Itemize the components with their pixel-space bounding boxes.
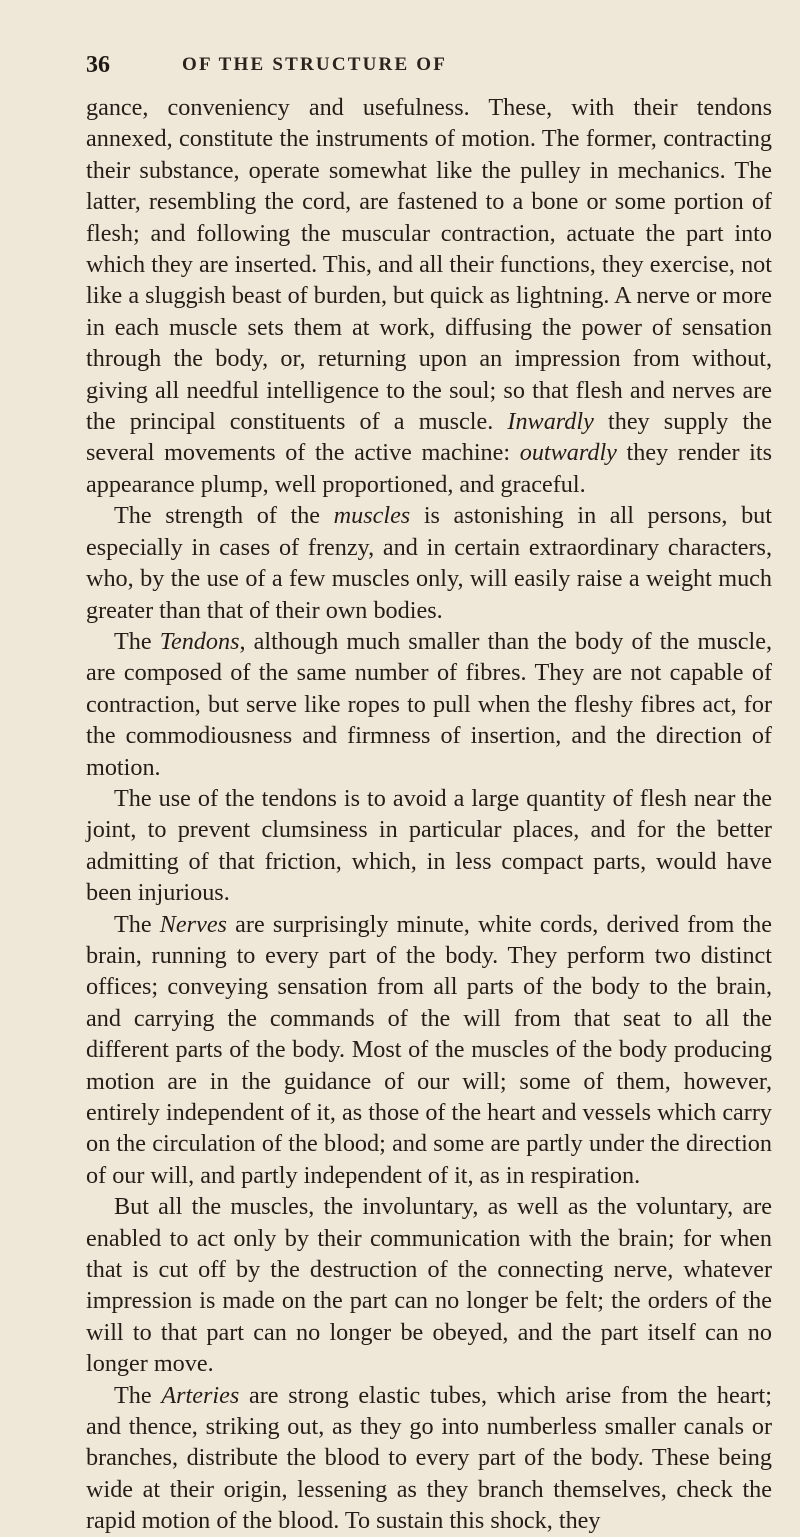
text-segment-italic: Nerves [159, 910, 227, 938]
running-head [0, 52, 800, 82]
paragraph-tendons-use [86, 783, 772, 909]
text-segment: The use of the tendons is to avoid a large quantity of flesh near the joint, to prevent clumsiness in particular places, and for the better admitting of that friction, which, in less compact parts, would have been injurious. [86, 784, 772, 907]
text-segment: gance, conveniency and usefulness. These, with their tendons annexed, constitute the instruments of motion. The former, contracting their substance, operate somewhat like the pulley in mechanics. The latter, resembling the cord, are fastened to a bone or some portion of flesh; and following the muscular contraction, actuate the part into which they are inserted. This, and all their functions, they exercise, not like a sluggish beast of burden, but quick as lightning. A nerve or more in each muscle sets them at work, diffusing the power of sensation through the body, or, returning upon an impression from without, giving all needful intelligence to the soul; so that flesh and nerves are the principal constituents of a muscle. [86, 94, 772, 436]
text-segment: they render its appearance plump, well proportioned, and graceful. [86, 439, 772, 498]
paragraph-tendons [86, 626, 772, 783]
paragraph-continued [86, 92, 772, 500]
text-segment: The strength of the [114, 502, 334, 530]
text-segment-italic: Arteries [161, 1381, 240, 1409]
body-text [86, 92, 772, 1537]
running-title: OF THE STRUCTURE OF [182, 54, 448, 75]
paragraph-arteries [86, 1380, 772, 1537]
text-segment-italic: outwardly [519, 439, 617, 467]
text-segment: The [114, 910, 160, 938]
paragraph-muscles-strength [86, 500, 772, 626]
text-segment: , although much smaller than the body of the muscle, are composed of the same number of fibres. They are not capable of contraction, but serve like ropes to pull when the fleshy fibres act, for the commodiousness and firmness of insertion, and the direction of motion. [86, 627, 772, 781]
text-segment-italic: Inwardly [507, 408, 594, 436]
paragraph-involuntary-muscles [86, 1191, 772, 1379]
text-segment: they supply the several movements of the active machine: [86, 408, 773, 467]
text-segment: The [114, 1381, 162, 1409]
text-segment: is astonishing in all persons, but especially in cases of frenzy, and in certain extraordinary characters, who, by the use of a few muscles only, will easily raise a weight much greater than that of their own bodies. [86, 502, 772, 624]
text-segment: The [114, 627, 160, 655]
text-segment-italic: muscles [333, 502, 411, 530]
text-segment: are surprisingly minute, white cords, derived from the brain, running to every part of the body. They perform two distinct offices; conveying sensation from all parts of the body to the brain, and carrying the commands of the will from that seat to all the different parts of the body. Most of the muscles of the body producing motion are in the guidance of our will; some of them, however, entirely independent of it, as those of the heart and vessels which carry on the circulation of the blood; and some are partly under the direction of our will, and partly independent of it, as in respiration. [86, 910, 772, 1189]
text-segment-italic: Tendons [159, 627, 240, 655]
text-segment: are strong elastic tubes, which arise from the heart; and thence, striking out, as they go into numberless smaller canals or branches, distribute the blood to every part of the body. These being wide at their origin, lessening as they branch themselves, check the rapid motion of the blood. To sustain this shock, they [86, 1381, 772, 1535]
text-segment: But all the muscles, the involuntary, as well as the voluntary, are enabled to act only by their communication with the brain; for when that is cut off by the destruction of the connecting nerve, whatever impression is made on the part can no longer be felt; the orders of the will to that part can no longer be obeyed, and the part itself can no longer move. [86, 1193, 772, 1378]
paragraph-nerves [86, 909, 772, 1192]
page-number: 36 [86, 52, 110, 78]
